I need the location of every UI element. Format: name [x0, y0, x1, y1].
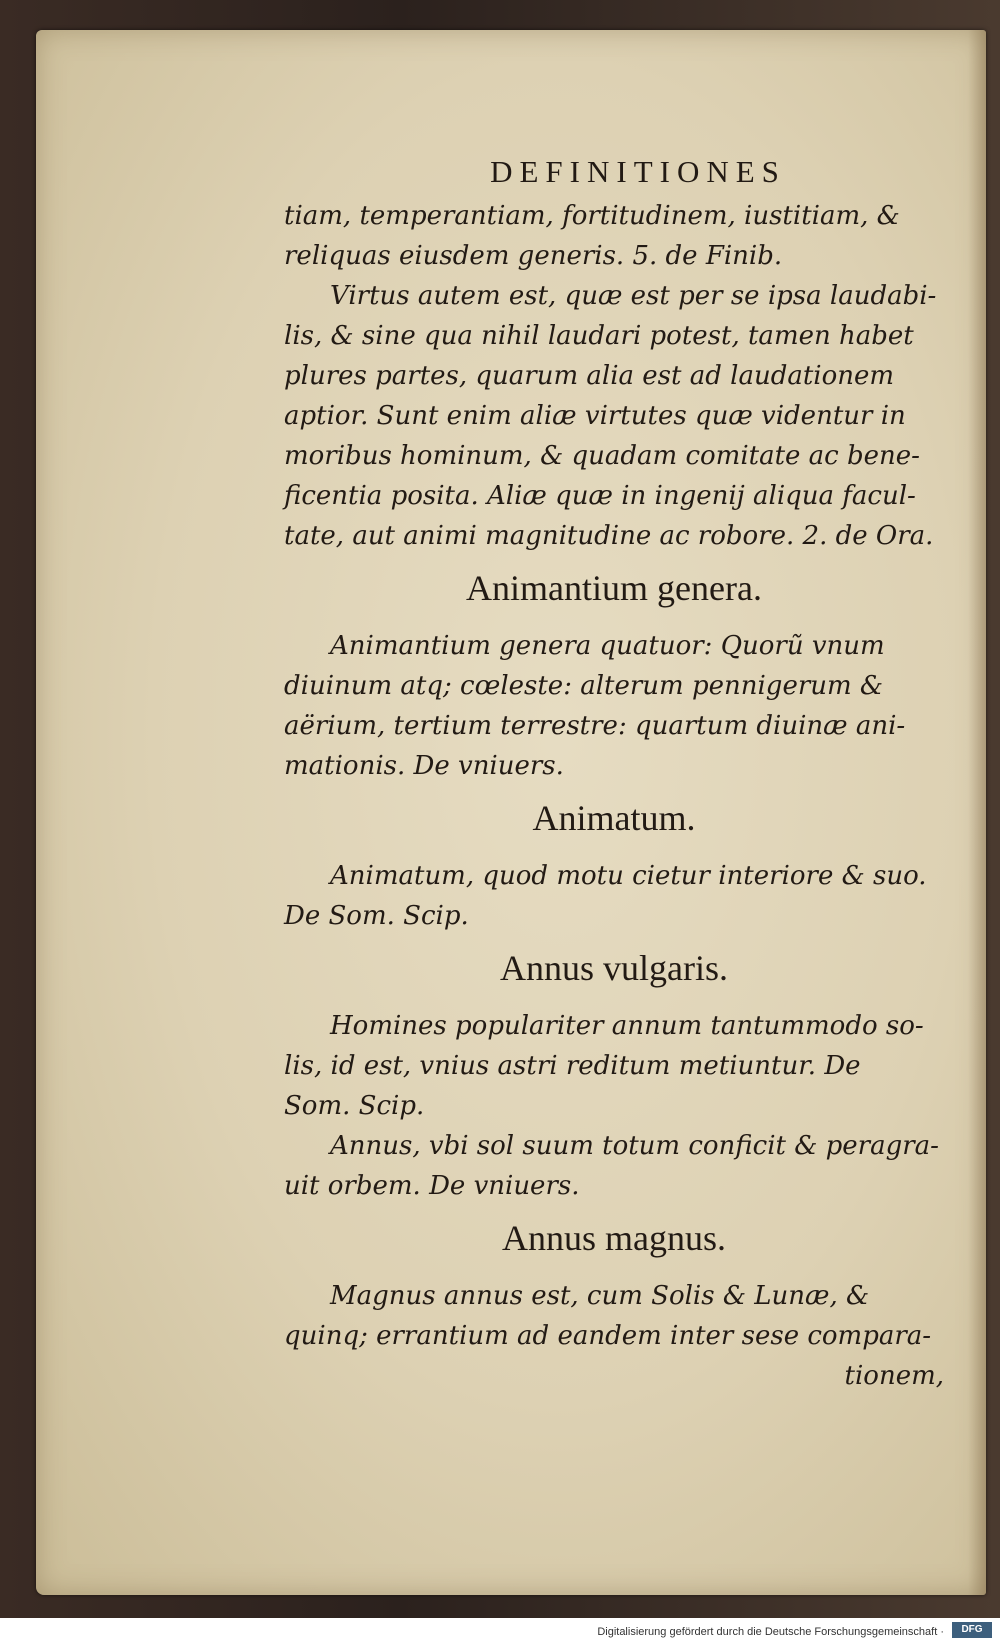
section-annus-magnus — [284, 1216, 944, 1356]
text-line: aptior. Sunt enim aliæ virtutes quæ videntur in — [284, 401, 906, 431]
text-line: aërium, tertium terrestre: quartum diuinæ ani- — [284, 711, 906, 741]
text-line: Magnus annus est, cum Solis & Lunæ, & — [330, 1281, 870, 1311]
text-line: Animantium genera quatuor: Quorũ vnum — [330, 631, 885, 661]
text-line: diuinum atq; cœleste: alterum pennigerum & — [284, 671, 884, 701]
paragraph — [284, 196, 944, 276]
paragraph — [284, 1126, 944, 1206]
paragraph — [284, 1276, 944, 1356]
section-continuation — [284, 196, 944, 556]
footer-credit: Digitalisierung gefördert durch die Deutsche Forschungsgemeinschaft · — [597, 1626, 944, 1638]
paragraph — [284, 1006, 944, 1126]
text-line: tiam, temperantiam, fortitudinem, iustitiam, & — [284, 201, 900, 231]
paragraph — [284, 626, 944, 786]
text-line: ficentia posita. Aliæ quæ in ingenij aliqua facul- — [284, 481, 916, 511]
section-heading: Annus magnus. — [502, 1218, 726, 1258]
text-line: Homines populariter annum tantummodo so- — [330, 1011, 924, 1041]
text-line: tate, aut animi magnitudine ac robore. 2. de Ora. — [284, 521, 934, 551]
section-heading: Animantium genera. — [466, 568, 762, 608]
section-animatum — [284, 796, 944, 936]
catchword: tionem, — [844, 1361, 944, 1391]
text-line: Virtus autem est, quæ est per se ipsa laudabi- — [330, 281, 937, 311]
digitization-footer — [0, 1618, 1000, 1642]
text-line: Animatum, quod motu cietur interiore & suo. — [330, 861, 927, 891]
sections-container — [284, 196, 944, 1356]
section-animantium — [284, 566, 944, 786]
text-line: reliquas eiusdem generis. 5. de Finib. — [284, 241, 783, 271]
paragraph — [284, 856, 944, 936]
paragraph — [284, 276, 944, 556]
book-page — [36, 30, 986, 1595]
text-line: mationis. De vniuers. — [284, 751, 564, 781]
section-heading: Annus vulgaris. — [500, 948, 728, 988]
dfg-logo: DFG — [952, 1622, 992, 1638]
catchword-line — [284, 1356, 944, 1396]
text-line: uit orbem. De vniuers. — [284, 1171, 580, 1201]
page-edge-shadow — [968, 30, 986, 1595]
text-line: De Som. Scip. — [284, 901, 469, 931]
text-line: lis, & sine qua nihil laudari potest, tamen habet — [284, 321, 914, 351]
text-line: quinq; errantium ad eandem inter sese compara- — [284, 1321, 932, 1351]
running-head: DEFINITIONES — [490, 154, 786, 189]
text-line: Annus, vbi sol suum totum conficit & peragra- — [330, 1131, 939, 1161]
section-annus-vulgaris — [284, 946, 944, 1206]
text-line: moribus hominum, & quadam comitate ac bene- — [284, 441, 920, 471]
section-heading: Animatum. — [532, 798, 696, 838]
page-text — [284, 154, 944, 1396]
text-line: Som. Scip. — [284, 1091, 425, 1121]
text-line: plures partes, quarum alia est ad laudationem — [284, 361, 895, 391]
text-line: lis, id est, vnius astri reditum metiuntur. De — [284, 1051, 861, 1081]
